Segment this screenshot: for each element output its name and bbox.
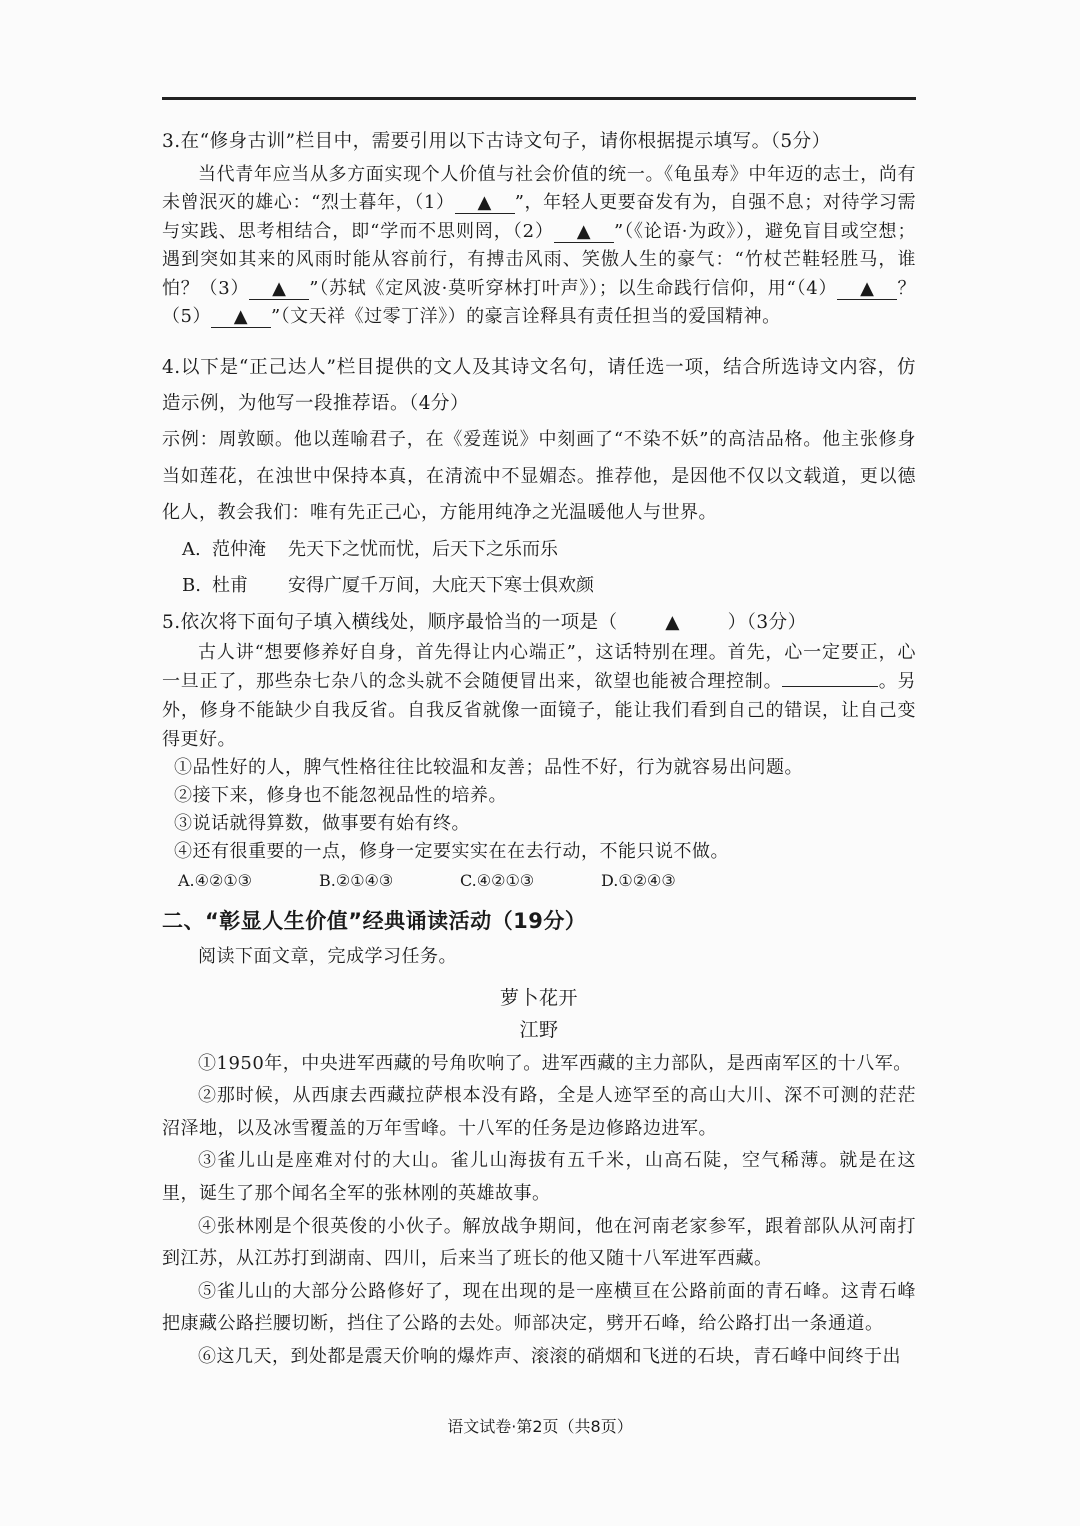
q5-item: ④还有很重要的一点，修身一定要实实在在去行动，不能只说不做。	[174, 840, 729, 862]
q5-choice-b[interactable]: B.②①④③	[319, 870, 394, 890]
option-key: A.	[182, 538, 201, 560]
answer-blank-4[interactable]: ▲	[837, 279, 897, 300]
page-footer: 语文试卷·第2页（共8页）	[447, 1417, 633, 1436]
section-instruction: 阅读下面文章，完成学习任务。	[198, 945, 457, 967]
q5-choice-d[interactable]: D.①②④③	[601, 870, 676, 890]
q5-answer-slot[interactable]: ▲	[665, 611, 681, 633]
q4-option-b[interactable]	[162, 568, 916, 604]
option-line: 先天下之忧而忧，后天下之乐而乐	[288, 538, 558, 560]
answer-blank-1[interactable]: ▲	[455, 193, 515, 214]
option-name: 杜甫	[212, 574, 248, 596]
article-paragraph: ⑤雀儿山的大部分公路修好了，现在出现的是一座横亘在公路前面的青石峰。这青石峰把康藏公路拦腰切断，挡住了公路的去处。师部决定，劈开石峰，给公路打出一条通道。	[162, 1280, 916, 1335]
q3-header: 3.在“修身古训”栏目中，需要引用以下古诗文句子，请你根据提示填写。（5分）	[162, 131, 831, 152]
q4-example: 示例：周敦颐。他以莲喻君子，在《爱莲说》中刻画了“不染不妖”的高洁品格。他主张修身当如莲花，在浊世中保持本真，在清流中不显媚态。推荐他，是因他不仅以文载道，更以德化人，教会我们：唯有先正己心，方能用纯净之光温暖他人与世界。	[162, 429, 916, 524]
option-name: 范仲淹	[212, 538, 266, 560]
article-paragraph: ②那时候，从西康去西藏拉萨根本没有路，全是人迹罕至的高山大川、深不可测的茫茫沼泽地，以及冰雪覆盖的万年雪峰。十八军的任务是边修路边进军。	[162, 1085, 916, 1139]
q5-header: 5.依次将下面句子填入横线处，顺序最恰当的一项是（ ▲ ）（3分）	[162, 608, 916, 638]
article-title: 萝卜花开	[499, 986, 578, 1009]
answer-blank-3[interactable]: ▲	[249, 279, 309, 300]
q5-choices	[162, 866, 916, 896]
q4-header: 4.以下是“正己达人”栏目提供的文人及其诗文名句，请任选一项，结合所选诗文内容，仿造示例，为他写一段推荐语。（4分）	[162, 357, 916, 415]
q5-fill-line[interactable]	[782, 668, 878, 687]
header-rule	[162, 97, 916, 100]
q4-option-a[interactable]	[162, 532, 916, 568]
article-paragraph: ⑥这几天，到处都是震天价响的爆炸声、滚滚的硝烟和飞迸的石块，青石峰中间终于出	[198, 1345, 901, 1367]
q3-body: 当代青年应当从多方面实现个人价值与社会价值的统一。《龟虽寿》中年迈的志士，尚有未曾泯灭的雄心：“烈士暮年，（1） ▲ ”，年轻人更要奋发有为，自强不息；对待学习需与实践、思考相结合，即“学而不思则罔，（2） ▲ ”（《论语·为政》），避免盲目或空想；遇到突如其来的风雨时能从容前行，有搏击风雨、笑傲人生的豪气：“竹杖芒鞋轻胜马，谁怕？（3） ▲ ”（苏轼《定风波·莫听穿林打叶声》）；以生命践行信仰，用“（4） ▲ ？（5） ▲ ”（文天祥《过零丁洋》）的豪言诠释具有责任担当的爱国精神。	[162, 163, 917, 328]
q5-item: ③说话就得算数，做事要有始有终。	[174, 812, 470, 834]
section-heading: 二、“彰显人生价值”经典诵读活动（19分）	[162, 908, 587, 933]
article-paragraph: ①1950年，中央进军西藏的号角吹响了。进军西藏的主力部队，是西南军区的十八军。	[198, 1052, 912, 1074]
q5-item: ②接下来，修身也不能忽视品性的培养。	[174, 784, 507, 806]
article-paragraph: ④张林刚是个很英俊的小伙子。解放战争期间，他在河南老家参军，跟着部队从河南打到江苏，从江苏打到湖南、四川，后来当了班长的他又随十八军进军西藏。	[162, 1215, 916, 1270]
article-author: 江野	[519, 1018, 559, 1041]
q5-item: ①品性好的人，脾气性格往往比较温和友善；品性不好，行为就容易出问题。	[174, 756, 803, 778]
article-paragraph: ③雀儿山是座难对付的大山。雀儿山海拔有五千米，山高石陡，空气稀薄。就是在这里，诞生了那个闻名全军的张林刚的英雄故事。	[162, 1150, 916, 1204]
answer-blank-2[interactable]: ▲	[554, 222, 614, 243]
option-key: B.	[182, 574, 201, 596]
option-line: 安得广厦千万间，大庇天下寒士俱欢颜	[288, 574, 594, 596]
q5-choice-a[interactable]: A.④②①③	[178, 870, 253, 890]
q5-choice-c[interactable]: C.④②①③	[460, 870, 535, 890]
exam-page	[162, 128, 916, 1374]
q5-body: 古人讲“想要修养好自身，首先得让内心端正”，这话特别在理。首先，心一定要正，心一旦正了，那些杂七杂八的念头就不会随便冒出来，欲望也能被合理控制。 。另外，修身不能缺少自我反省。自我反省就像一面镜子，能让我们看到自己的错误，让自己变得更好。	[162, 641, 917, 750]
answer-blank-5[interactable]: ▲	[211, 307, 271, 328]
